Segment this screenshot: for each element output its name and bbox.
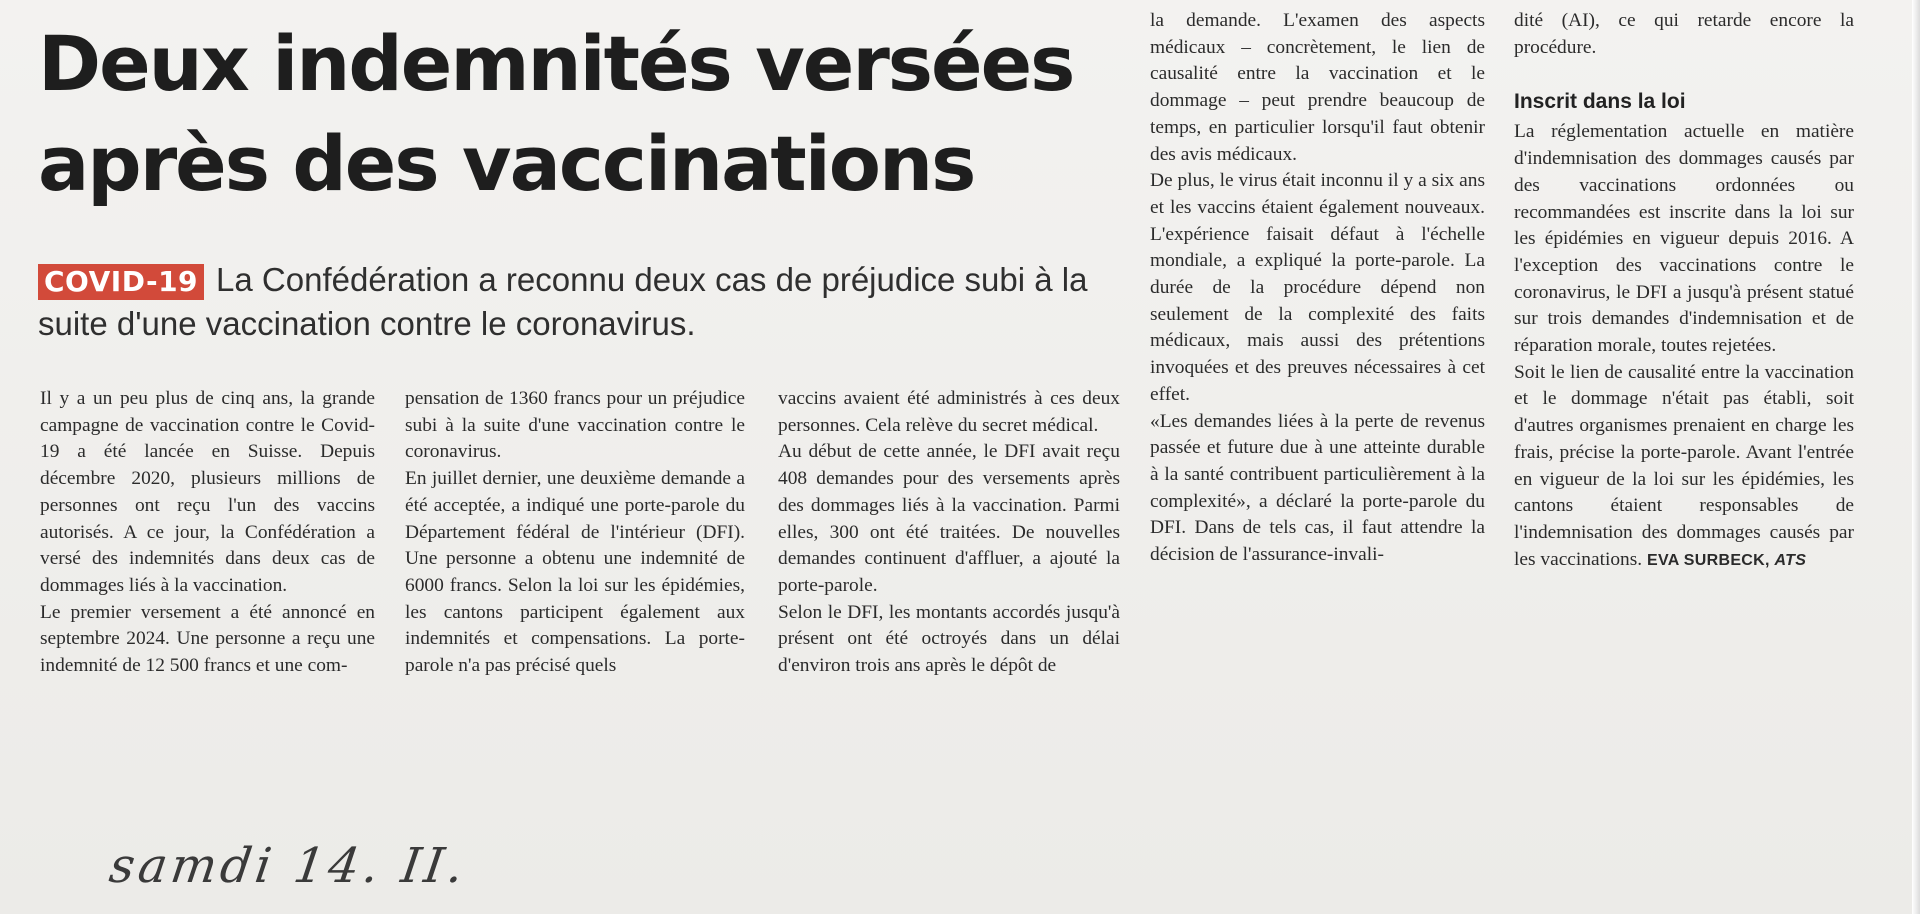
kicker-badge: COVID-19 [38,264,204,300]
paragraph: dité (AI), ce qui retarde encore la procédure. [1514,10,1854,58]
column-3 [778,386,1120,680]
column-4 [1150,8,1485,569]
paragraph: Selon le DFI, les montants accordés jusqu'à présent ont été octroyés dans un délai d'environ trois ans après le dépôt de [778,601,1120,677]
headline-line-2: après des vaccinations [38,119,975,208]
paragraph: En juillet dernier, une deuxième demande a été acceptée, a indiqué une porte-parole du Département fédéral de l'intérieur (DFI). Une personne a obtenu une indemnité de 6000 francs. Selon la loi sur les épidémies, les cantons participent également aux indemnités et compensations. La porte-parole n'a pas précisé quels [405,468,745,677]
scan-edge [1912,0,1920,914]
handwritten-date-note: samdi 14. II. [106,838,471,894]
paragraph [1514,360,1854,575]
headline [38,14,1098,214]
subheading: Inscrit dans la loi [1514,90,1686,114]
byline-author: EVA SURBECK, [1647,551,1770,569]
paragraph: La réglementation actuelle en matière d'indemnisation des dommages causés par des vaccinations ordonnées ou recommandées est inscrite dans la loi sur les épidémies en vigueur depuis 2016. A l'exception des vaccinations contre le coronavirus, le DFI a jusqu'à présent statué sur trois demandes d'indemnisation et de réparation morale, toutes rejetées. [1514,121,1854,357]
paragraph: Il y a un peu plus de cinq ans, la grande campagne de vaccination contre le Covid-19 a été lancée en Suisse. Depuis décembre 2020, plusieurs millions de personnes ont reçu l'un des vaccins autorisés. A ce jour, la Confédération a versé des indemnités dans deux cas de dommages liés à la vaccination. [40,388,375,596]
paragraph-text: Soit le lien de causalité entre la vaccination et le dommage n'était pas établi, soit d'autres organismes prenaient en charge les frais, précise la porte-parole. Avant l'entrée en vigueur de la loi sur les épidémies, les cantons étaient responsables de l'indemnisation des dommages causés par les vaccinations. [1514,361,1854,570]
paragraph: «Les demandes liées à la perte de revenus passée et future due à une atteinte durable à la santé contribuent particulièrement à la complexité», a déclaré la porte-parole du DFI. Dans de tels cas, il faut attendre la décision de l'assurance-invali- [1150,410,1485,566]
column-5 [1514,8,1854,574]
lead-paragraph [38,258,1098,346]
byline [1647,552,1806,569]
column-1 [40,386,375,680]
paragraph: la demande. L'examen des aspects médicaux – concrètement, le lien de causalité entre la vaccination et le dommage – peut prendre beaucoup de temps, en particulier lorsqu'il faut obtenir des avis médicaux. [1150,10,1485,165]
headline-line-1: Deux indemnités versées [38,19,1074,108]
paragraph: De plus, le virus était inconnu il y a six ans et les vaccins étaient également nouveaux. L'expérience faisait défaut à l'échelle mondiale, a expliqué la porte-parole. La durée de la procédure dépend non seulement de la complexité des faits médicaux, mais aussi des prétentions invoquées et des preuves nécessaires à cet effet. [1150,170,1485,405]
paragraph: Le premier versement a été annoncé en septembre 2024. Une personne a reçu une indemnité de 12 500 francs et une com- [40,601,375,677]
paragraph: Au début de cette année, le DFI avait reçu 408 demandes pour des versements après des dommages liés à la vaccination. Parmi elles, 300 ont été traitées. De nouvelles demandes continuent d'affluer, a ajouté la porte-parole. [778,441,1120,596]
paragraph: vaccins avaient été administrés à ces deux personnes. Cela relève du secret médical. [778,388,1120,436]
column-2 [405,386,745,680]
lead-text: La Confédération a reconnu deux cas de préjudice subi à la suite d'une vaccination contre le coronavirus. [38,261,1088,342]
byline-agency: ATS [1774,551,1807,569]
paragraph: pensation de 1360 francs pour un préjudice subi à la suite d'une vaccination contre le coronavirus. [405,388,745,463]
